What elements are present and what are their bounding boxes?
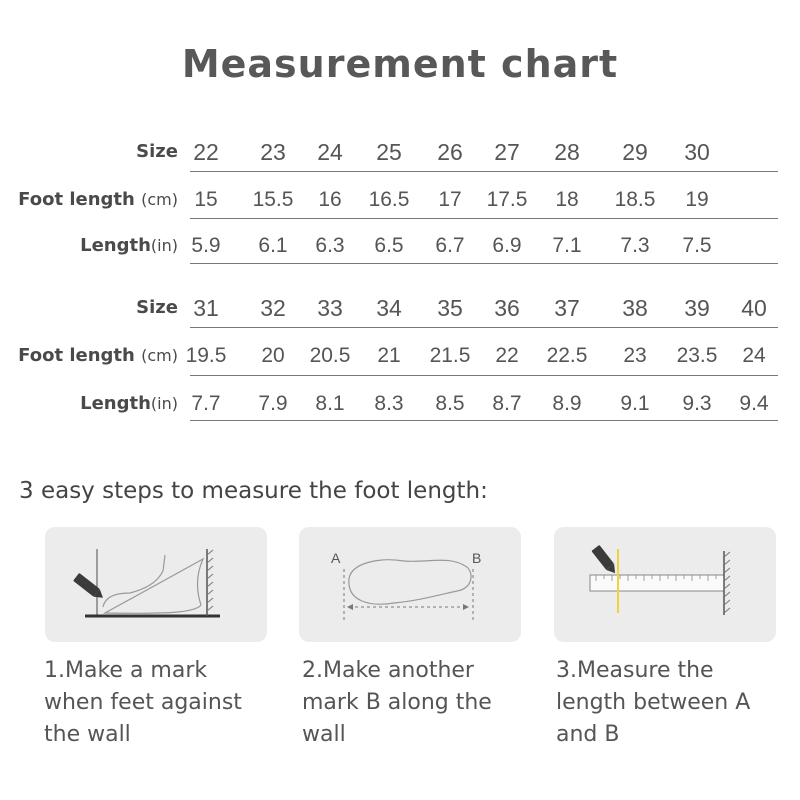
table-cell: 6.1 [258,234,288,257]
steps-heading: 3 easy steps to measure the foot length: [19,478,488,504]
table-cell: 7.9 [258,392,288,415]
table-cell: 38 [622,295,648,321]
table-cell: 29 [622,139,648,165]
table-cell: 7.3 [620,234,650,257]
table-cell: 28 [554,139,580,165]
table-cell: 8.7 [492,392,522,415]
row-label-size: Size [136,141,178,162]
table-cell: 7.7 [191,392,221,415]
table-cell: 22 [495,344,519,367]
table-cell: 6.7 [435,234,465,257]
row-label-size: Size [136,297,178,318]
step-2-card [299,527,521,642]
row-label-foot-length: Foot length (cm) [18,345,178,366]
table-cell: 31 [193,295,219,321]
table-cell: 23 [260,139,286,165]
table-cell: 32 [260,295,286,321]
table-cell: 27 [494,139,520,165]
table-divider [190,420,778,421]
table-cell: 8.5 [435,392,465,415]
step-3-caption: 3.Measure the length between A and B [556,658,751,747]
foot-length-row [0,177,800,223]
foot-against-wall-icon [45,527,267,642]
table-cell: 17 [438,188,462,211]
table-cell: 9.3 [682,392,712,415]
step-3-card [554,527,776,642]
table-cell: 19.5 [185,344,227,367]
table-cell: 8.9 [552,392,582,415]
table-cell: 6.3 [315,234,345,257]
table-cell: 18 [555,188,579,211]
table-cell: 6.5 [374,234,404,257]
table-cell: 33 [317,295,343,321]
table-cell: 17.5 [486,188,528,211]
table-cell: 18.5 [614,188,656,211]
table-cell: 8.3 [374,392,404,415]
table-cell: 35 [437,295,463,321]
table-cell: 9.1 [620,392,650,415]
table-cell: 36 [494,295,520,321]
step-1-caption: 1.Make a mark when feet against the wall [44,658,242,747]
table-cell: 25 [376,139,402,165]
step-1-card [45,527,267,642]
mark-b-label: B [472,550,482,566]
table-cell: 7.1 [552,234,582,257]
table-cell: 21.5 [429,344,471,367]
table-cell: 34 [376,295,402,321]
table-cell: 22 [193,139,219,165]
row-label-length: Length(in) [80,393,178,414]
table-cell: 8.1 [315,392,345,415]
table-cell: 26 [437,139,463,165]
table-cell: 20.5 [309,344,351,367]
table-cell: 19 [685,188,709,211]
table-cell: 16.5 [368,188,410,211]
row-label-foot-length: Foot length (cm) [18,189,178,210]
table-divider [190,327,778,328]
row-label-length: Length(in) [80,235,178,256]
table-divider [190,263,778,264]
foot-length-row [0,333,800,379]
table-cell: 23.5 [676,344,718,367]
table-cell: 39 [684,295,710,321]
step-2-caption: 2.Make another mark B along the wall [302,658,492,747]
size-row [0,129,800,175]
table-cell: 7.5 [682,234,712,257]
table-cell: 20 [261,344,285,367]
size-row [0,285,800,331]
table-cell: 40 [741,295,767,321]
table-cell: 22.5 [546,344,588,367]
table-cell: 16 [318,188,342,211]
table-cell: 21 [377,344,401,367]
table-cell: 9.4 [739,392,769,415]
table-cell: 23 [623,344,647,367]
mark-a-label: A [331,550,341,566]
table-cell: 6.9 [492,234,522,257]
table-cell: 5.9 [191,234,221,257]
ruler-measure-icon [554,527,776,642]
page-title: Measurement chart [181,42,619,86]
table-divider [190,375,778,376]
table-cell: 24 [742,344,766,367]
table-divider [190,218,778,219]
table-cell: 30 [684,139,710,165]
footprint-ab-icon [299,527,521,642]
table-cell: 15 [194,188,218,211]
table-cell: 24 [317,139,343,165]
table-cell: 37 [554,295,580,321]
table-cell: 15.5 [252,188,294,211]
table-divider [190,171,778,172]
